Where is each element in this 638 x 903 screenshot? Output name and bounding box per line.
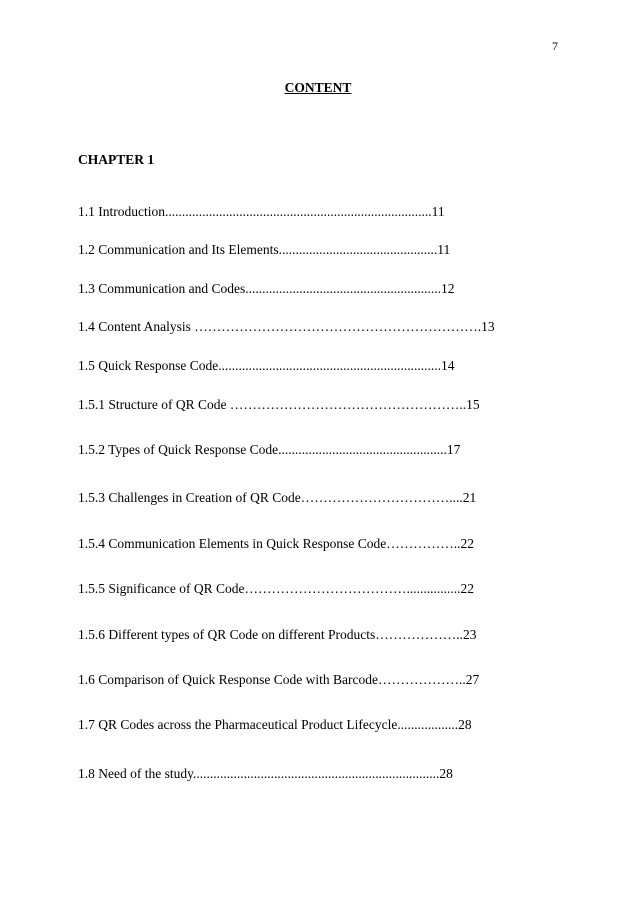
toc-entry-1-2: 1.2 Communication and Its Elements...............................................11 bbox=[78, 242, 451, 257]
toc-entry-1-1: 1.1 Introduction...............................................................................11 bbox=[78, 204, 445, 219]
toc-entry-1-5-3: 1.5.3 Challenges in Creation of QR Code……………………………....21 bbox=[78, 490, 477, 505]
toc-entry-1-4: 1.4 Content Analysis ……………………………………………………….13 bbox=[78, 319, 495, 334]
toc-entry-1-5: 1.5 Quick Response Code..................................................................14 bbox=[78, 358, 455, 373]
page-number: 7 bbox=[552, 39, 558, 53]
toc-entry-1-6: 1.6 Comparison of Quick Response Code with Barcode………………..27 bbox=[78, 672, 480, 687]
page-title: CONTENT bbox=[284, 80, 352, 95]
chapter-heading: CHAPTER 1 bbox=[78, 152, 155, 167]
toc-entry-1-5-5: 1.5.5 Significance of QR Code………………………………................22 bbox=[78, 581, 474, 596]
toc-entry-1-5-2: 1.5.2 Types of Quick Response Code..................................................17 bbox=[78, 442, 461, 457]
toc-entry-1-5-4: 1.5.4 Communication Elements in Quick Response Code……………..22 bbox=[78, 536, 474, 551]
toc-entry-1-5-6: 1.5.6 Different types of QR Code on different Products………………..23 bbox=[78, 627, 477, 642]
toc-entry-1-3: 1.3 Communication and Codes..........................................................12 bbox=[78, 281, 455, 296]
toc-entry-1-8: 1.8 Need of the study.........................................................................28 bbox=[78, 766, 453, 781]
toc-entry-1-5-1: 1.5.1 Structure of QR Code ……………………………………………..15 bbox=[78, 397, 480, 412]
toc-entry-1-7: 1.7 QR Codes across the Pharmaceutical Product Lifecycle..................28 bbox=[78, 717, 472, 732]
